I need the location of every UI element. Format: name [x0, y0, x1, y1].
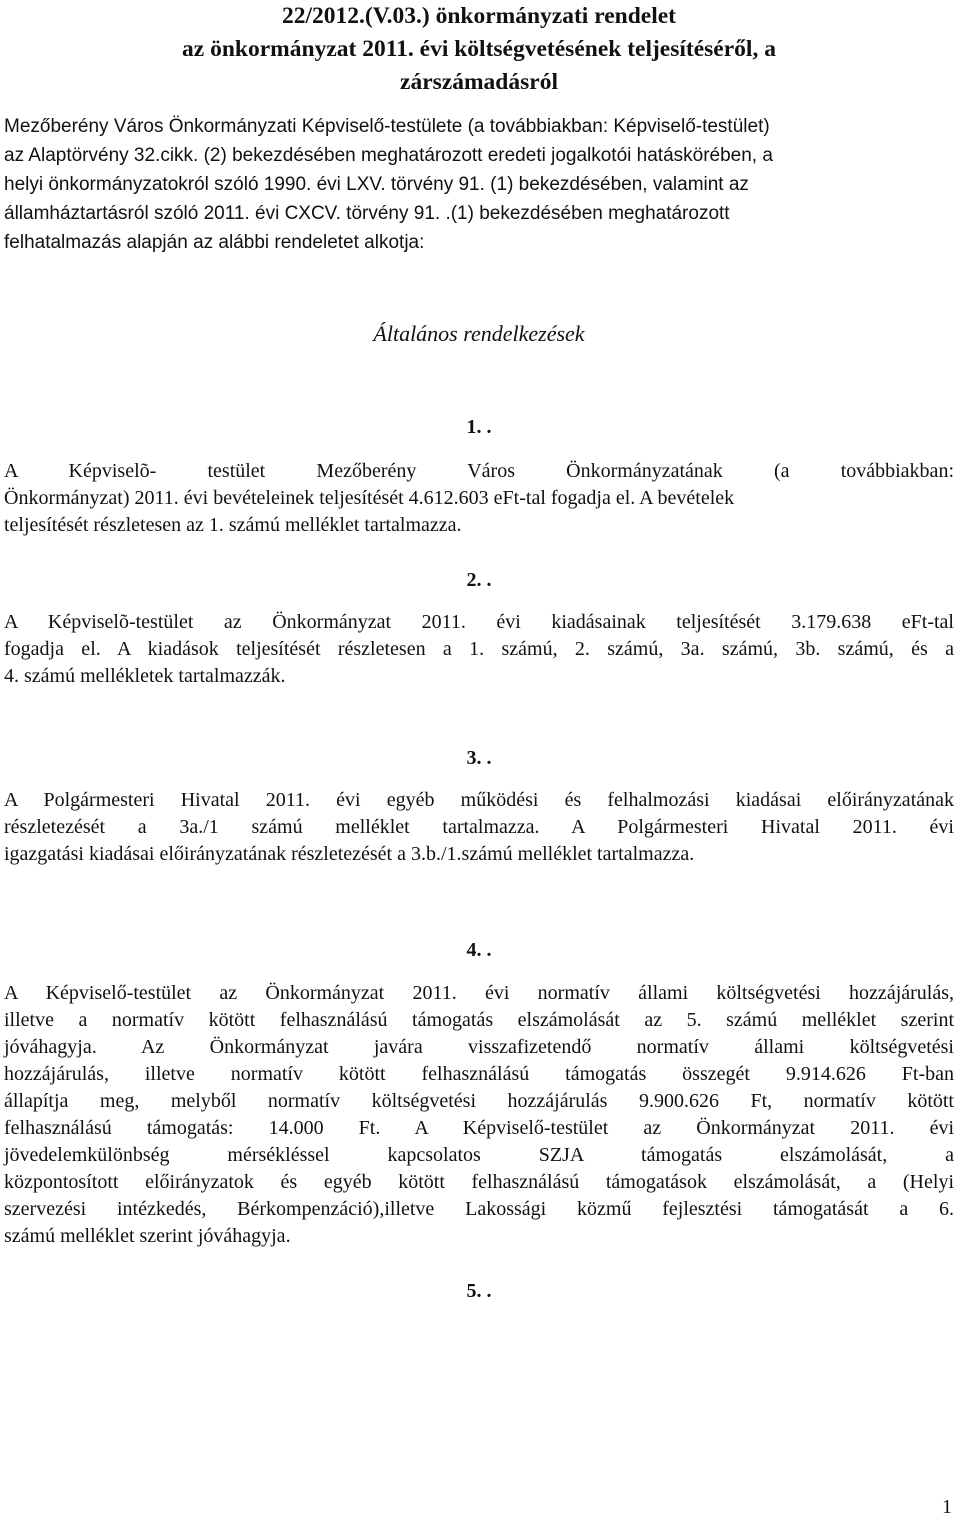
article-line: illetve a normatív kötött felhasználású támogatás elszámolását az 5. számú melléklet szerint	[4, 1009, 954, 1031]
article-1-text	[4, 458, 954, 539]
article-line: jóváhagyja. Az Önkormányzat javára visszafizetendő normatív állami költségvetési	[4, 1036, 954, 1058]
preamble-line: felhatalmazás alapján az alábbi rendeletet alkotja:	[4, 232, 425, 253]
preamble-line: az Alaptörvény 32.cikk. (2) bekezdésében meghatározott eredeti jogalkotói hatáskörében, a	[4, 145, 773, 166]
article-line: A Képviselő-testület az Önkormányzat 2011. évi normatív állami költségvetési hozzájárulás,	[4, 982, 954, 1004]
document-page	[4, 0, 954, 1305]
preamble-line: Mezőberény Város Önkormányzati Képviselő-testülete (a továbbiakban: Képviselő-testület)	[4, 116, 770, 137]
article-line: számú melléklet szerint jóváhagyja.	[4, 1225, 291, 1247]
article-line: szervezési intézkedés, Bérkompenzáció),illetve Lakossági közmű fejlesztési támogatását a 6.	[4, 1198, 954, 1220]
document-title-line-2: az önkormányzat 2011. évi költségvetésének teljesítéséről, a	[182, 36, 776, 62]
article-line: felhasználású támogatás: 14.000 Ft. A Képviselő-testület az Önkormányzat 2011. évi	[4, 1117, 954, 1139]
page-number: 1	[942, 1496, 952, 1518]
article-line: Önkormányzat) 2011. évi bevételeinek teljesítését 4.612.603 eFt-tal fogadja el. A bevételek	[4, 487, 735, 509]
article-line: központosított előirányzatok és egyéb kötött felhasználású támogatások elszámolását, a (Helyi	[4, 1171, 954, 1193]
document-title-line-1: 22/2012.(V.03.) önkormányzati rendelet	[281, 3, 677, 29]
article-line: A Képviselõ-testület az Önkormányzat 2011. évi kiadásainak teljesítését 3.179.638 eFt-tal	[4, 611, 954, 633]
article-number-3: 3. .	[466, 747, 492, 769]
article-2-text	[4, 609, 954, 690]
article-4-text	[4, 980, 954, 1250]
article-line: A Polgármesteri Hivatal 2011. évi egyéb működési és felhalmozási kiadásai előirányzatának	[4, 789, 954, 811]
article-line: jövedelemkülönbség mérsékléssel kapcsolatos SZJA támogatás elszámolását, a	[4, 1144, 954, 1166]
preamble-line: államháztartásról szóló 2011. évi CXCV. törvény 91. .(1) bekezdésében meghatározott	[4, 203, 730, 224]
preamble	[4, 112, 954, 257]
article-line: A Képviselõ- testület Mezőberény Város Önkormányzatának (a továbbiakban:	[4, 460, 954, 482]
article-line: fogadja el. A kiadások teljesítését részletesen a 1. számú, 2. számú, 3a. számú, 3b. számú, és a	[4, 638, 954, 660]
article-number-1: 1. .	[466, 416, 492, 438]
section-heading: Általános rendelkezések	[373, 321, 585, 346]
article-line: igazgatási kiadásai előirányzatának részletezését a 3.b./1.számú melléklet tartalmazza.	[4, 843, 695, 865]
article-line: 4. számú mellékletek tartalmazzák.	[4, 665, 286, 687]
document-title-line-3: zárszámadásról	[400, 69, 558, 95]
preamble-line: helyi önkormányzatokról szóló 1990. évi LXV. törvény 91. (1) bekezdésében, valamint az	[4, 174, 749, 195]
article-line: állapítja meg, melyből normatív költségvetési hozzájárulás 9.900.626 Ft, normatív kötött	[4, 1090, 954, 1112]
article-number-5: 5. .	[466, 1280, 492, 1302]
article-number-2: 2. .	[466, 569, 492, 591]
article-line: hozzájárulás, illetve normatív kötött felhasználású támogatás összegét 9.914.626 Ft-ban	[4, 1063, 954, 1085]
article-line: részletezését a 3a./1 számú melléklet tartalmazza. A Polgármesteri Hivatal 2011. évi	[4, 816, 954, 838]
article-line: teljesítését részletesen az 1. számú melléklet tartalmazza.	[4, 514, 462, 536]
article-number-4: 4. .	[466, 939, 492, 961]
article-3-text	[4, 787, 954, 868]
